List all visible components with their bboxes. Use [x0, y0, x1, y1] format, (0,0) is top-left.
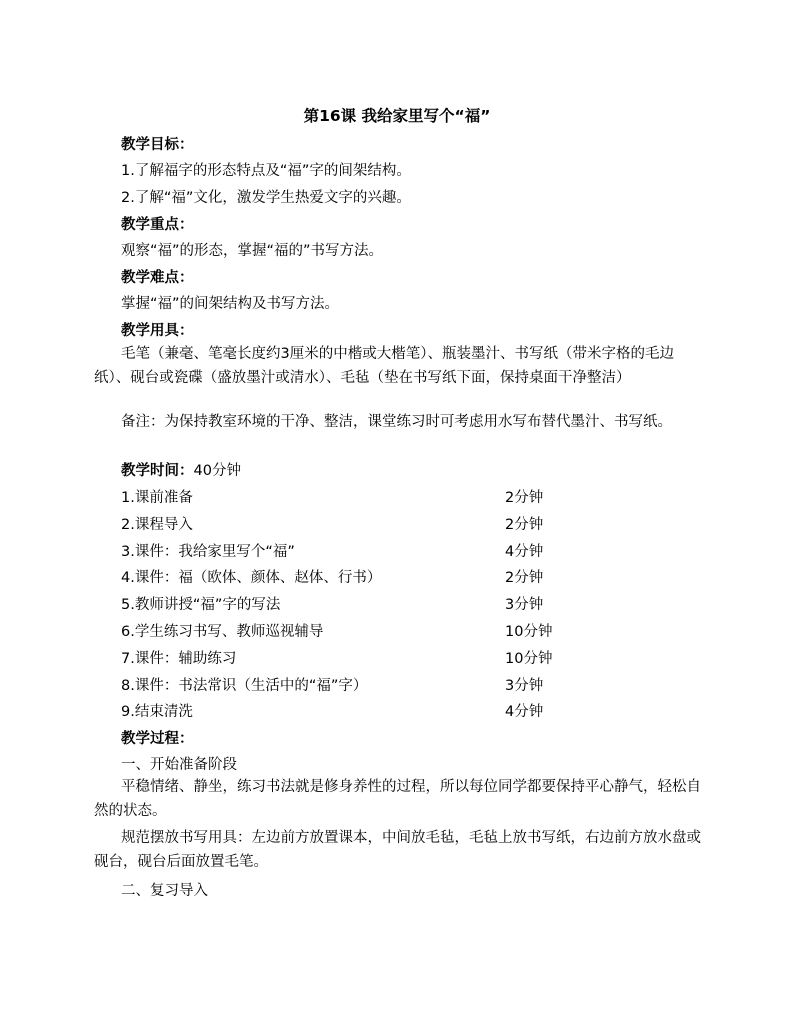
schedule-item: 5.教师讲授“福”字的写法: [121, 597, 281, 614]
schedule-duration: 2分钟: [505, 516, 544, 533]
schedule-row: [121, 593, 601, 620]
schedule-duration: 3分钟: [505, 677, 544, 694]
time-value: 40分钟: [193, 463, 241, 479]
schedule-duration: 4分钟: [505, 543, 544, 560]
time-heading: 教学时间：: [121, 463, 194, 479]
stage1-paragraph: 平稳情绪、静坐，练习书法就是修身养性的过程，所以每位同学都要保持平心静气，轻松自然的状态。: [94, 779, 701, 819]
schedule-duration: 10分钟: [505, 623, 553, 640]
stage1-heading: 一、开始准备阶段: [121, 757, 237, 773]
stage2-heading: 二、复习导入: [121, 883, 208, 899]
schedule-item: 8.课件：书法常识（生活中的“福”字）: [121, 677, 368, 694]
schedule-row: [121, 513, 601, 540]
schedule-item: 1.课前准备: [121, 490, 193, 506]
key-points-heading: 教学重点：: [121, 217, 194, 233]
schedule-item: 4.课件：福（欧体、颜体、赵体、行书）: [121, 570, 382, 587]
schedule-row: [121, 674, 601, 701]
objectives-heading: 教学目标：: [121, 137, 194, 153]
difficulty-heading: 教学难点：: [121, 270, 194, 286]
difficulty-text: 掌握“福”的间架结构及书写方法。: [121, 296, 340, 312]
schedule-row: [121, 647, 601, 674]
schedule-item: 9.结束清洗: [121, 704, 193, 721]
schedule-row: [121, 566, 601, 593]
process-heading: 教学过程：: [121, 731, 194, 747]
note-paragraph: 备注：为保持教室环境的干净、整洁，课堂练习时可考虑用水写布替代墨汁、书写纸。: [121, 414, 672, 430]
schedule-row: [121, 486, 601, 513]
schedule-duration: 10分钟: [505, 650, 553, 667]
stage1-paragraph: 规范摆放书写用具：左边前方放置课本，中间放毛毡，毛毡上放书写纸，右边前方放水盘或砚台，砚台后面放置毛笔。: [94, 830, 701, 870]
schedule-duration: 2分钟: [505, 570, 544, 587]
objective-item: 1.了解福字的形态特点及“福”字的间架结构。: [121, 163, 411, 179]
schedule-item: 3.课件：我给家里写个“福”: [121, 543, 295, 560]
schedule-list: [121, 486, 601, 727]
objective-item: 2.了解“福”文化，激发学生热爱文字的兴趣。: [121, 190, 411, 206]
schedule-item: 6.学生练习书写、教师巡视辅导: [121, 623, 324, 640]
key-points-text: 观察“福”的形态，掌握“福的”书写方法。: [121, 243, 384, 259]
page-title: 第16课 我给家里写个“福”: [303, 107, 491, 125]
schedule-row: [121, 620, 601, 647]
schedule-duration: 3分钟: [505, 597, 544, 614]
schedule-item: 2.课程导入: [121, 516, 193, 533]
schedule-item: 7.课件：辅助练习: [121, 650, 237, 667]
tools-heading: 教学用具：: [121, 323, 194, 339]
schedule-duration: 2分钟: [505, 490, 544, 506]
schedule-duration: 4分钟: [505, 704, 544, 721]
time-row: [121, 459, 733, 480]
schedule-row: [121, 540, 601, 567]
schedule-row: [121, 700, 601, 727]
tools-paragraph: 毛笔（兼毫、笔毫长度约3厘米的中楷或大楷笔）、瓶装墨汁、书写纸（带米字格的毛边纸）、砚台或瓷碟（盛放墨汁或清水）、毛毡（垫在书写纸下面，保持桌面干净整洁）: [94, 346, 674, 386]
